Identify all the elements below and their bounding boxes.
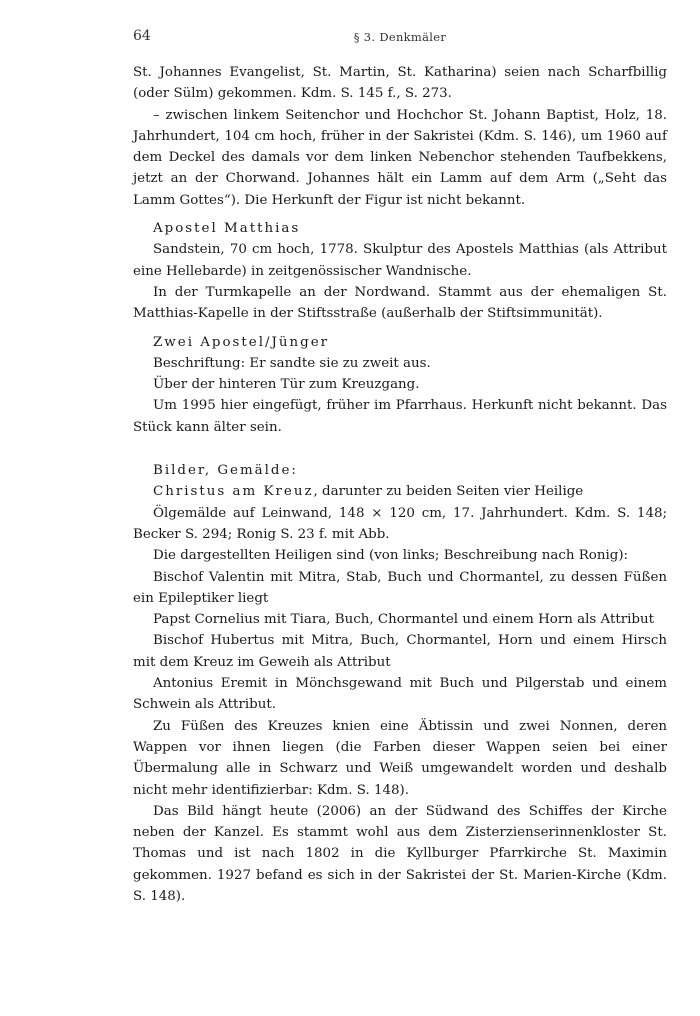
paragraph-hubertus: Bischof Hubertus mit Mitra, Buch, Chormantel, Horn und einem Hirsch mit dem Kreuz im Geweih als Attribut bbox=[133, 633, 667, 670]
paragraph-dargestellte-heilige: Die dargestellten Heiligen sind (von links; Beschreibung nach Ronig): bbox=[153, 548, 629, 564]
paragraph-bild-standort: Das Bild hängt heute (2006) an der Südwand des Schiffes der Kirche neben der Kanzel. Es stammt wohl aus dem Zisterzienserinnenkloster St. Thomas und ist nach 1802 in die Kyllburger Pfarrkirche St. Maximin gekommen. 1927 befand es sich in der Sakristei der St. Marien-Kirche (Kdm. S. 148). bbox=[133, 803, 667, 904]
heading-bilder-gemaelde: Bilder, Gemälde: bbox=[153, 463, 298, 479]
paragraph-oelgemaelde: Ölgemälde auf Leinwand, 148 × 120 cm, 17. Jahrhundert. Kdm. S. 148; Becker S. 294; Ronig S. 23 f. mit Abb. bbox=[133, 505, 667, 542]
paragraph-valentin: Bischof Valentin mit Mitra, Stab, Buch und Chormantel, zu dessen Füßen ein Epileptiker liegt bbox=[133, 569, 667, 606]
paragraph-matthias-description: Sandstein, 70 cm hoch, 1778. Skulptur des Apostels Matthias (als Attribut eine Hellebarde) in zeitgenössischer Wandnische. bbox=[133, 242, 667, 279]
christus-subtitle: , darunter zu beiden Seiten vier Heilige bbox=[313, 484, 584, 500]
paragraph-christus-am-kreuz bbox=[133, 481, 667, 502]
paragraph-antonius: Antonius Eremit in Mönchsgewand mit Buch und Pilgerstab und einem Schwein als Attribut. bbox=[133, 676, 667, 713]
page-number: 64 bbox=[133, 28, 151, 44]
page-header bbox=[133, 28, 667, 50]
book-page bbox=[133, 28, 667, 907]
running-head: § 3. Denkmäler bbox=[353, 30, 447, 44]
paragraph-apostel-location: Über der hinteren Tür zum Kreuzgang. bbox=[153, 377, 420, 393]
heading-apostel-matthias: Apostel Matthias bbox=[153, 221, 301, 237]
paragraph-johann-baptist: – zwischen linkem Seitenchor und Hochchor St. Johann Baptist, Holz, 18. Jahrhundert, 104 cm hoch, früher in der Sakristei (Kdm. S. 146), um 1960 auf dem Deckel des damals vor dem linken Nebenchor stehenden Taufbekkens, jetzt an der Chorwand. Johannes hält ein Lamm auf dem Arm („Seht das Lamm Gottes“). Die Herkunft der Figur ist nicht bekannt. bbox=[133, 107, 667, 208]
paragraph-continuation: St. Johannes Evangelist, St. Martin, St. Katharina) seien nach Scharfbillig (oder Sülm) gekommen. Kdm. S. 145 f., S. 273. bbox=[133, 65, 667, 102]
paragraph-apostel-history: Um 1995 hier eingefügt, früher im Pfarrhaus. Herkunft nicht bekannt. Das Stück kann älter sein. bbox=[133, 398, 667, 435]
paragraph-apostel-inscription: Beschriftung: Er sandte sie zu zweit aus. bbox=[153, 355, 431, 371]
paragraph-matthias-location: In der Turmkapelle an der Nordwand. Stammt aus der ehemaligen St. Matthias-Kapelle in der Stiftsstraße (außerhalb der Stiftsimmunität). bbox=[133, 284, 667, 322]
paragraph-cornelius: Papst Cornelius mit Tiara, Buch, Chormantel und einem Horn als Attribut bbox=[153, 612, 655, 628]
paragraph-fuessen-des-kreuzes: Zu Füßen des Kreuzes knien eine Äbtissin und zwei Nonnen, deren Wappen vor ihnen liegen (die Farben dieser Wappen seien bei einer Übermalung alle in Schwarz und Weiß umgewandelt worden und deshalb nicht mehr identifizierbar: Kdm. S. 148). bbox=[133, 718, 667, 798]
heading-zwei-apostel: Zwei Apostel/Jünger bbox=[153, 334, 330, 350]
christus-title: Christus am Kreuz bbox=[153, 484, 314, 500]
page-body bbox=[133, 62, 667, 907]
